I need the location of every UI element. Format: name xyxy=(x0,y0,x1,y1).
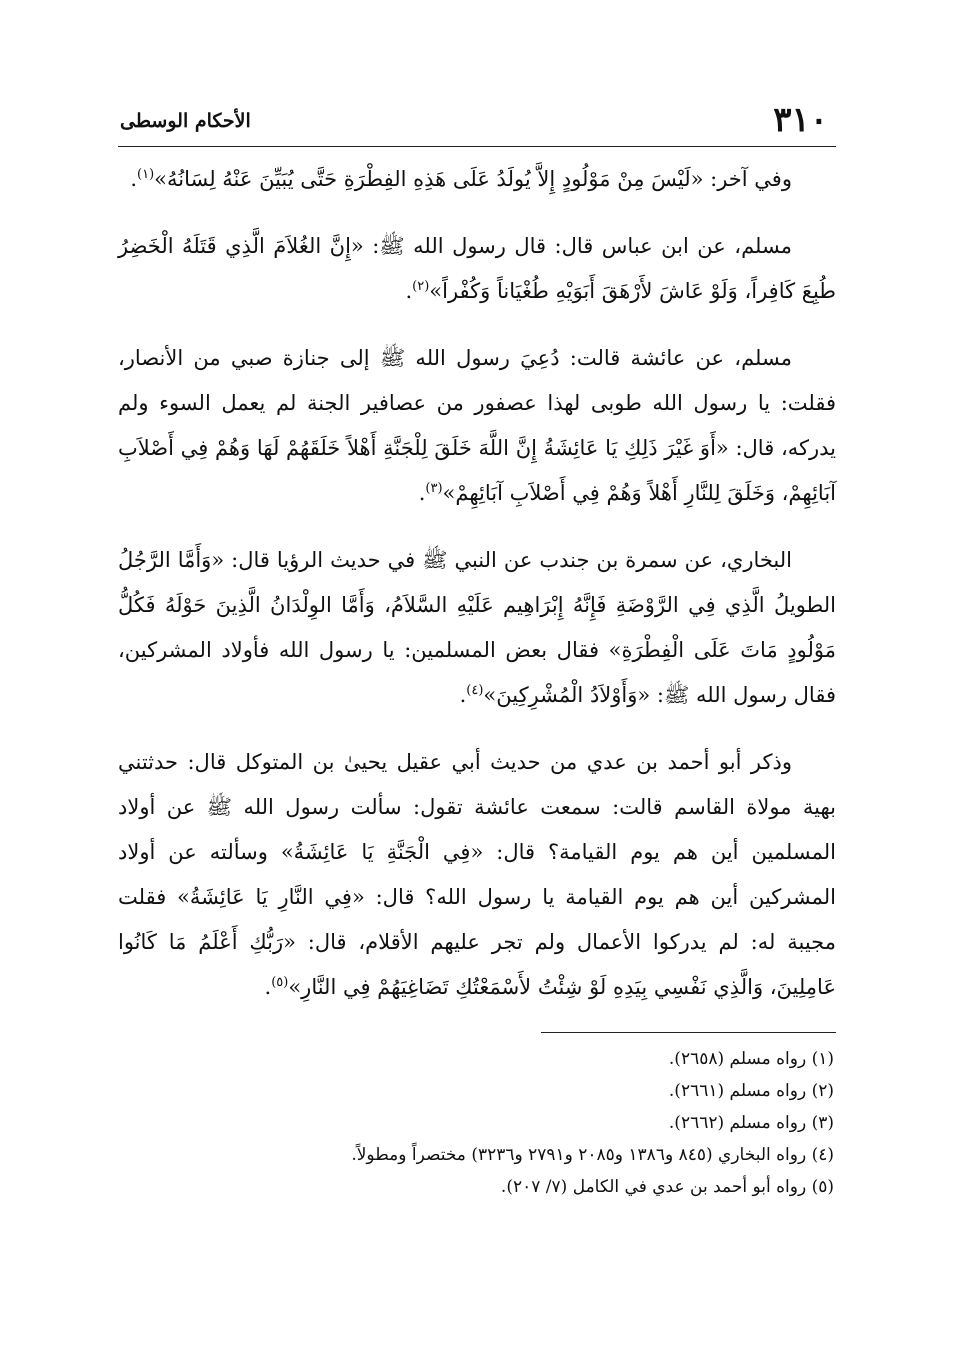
footnotes xyxy=(118,1043,836,1203)
paragraph-1 xyxy=(118,157,836,202)
paragraph-text: وذكر أبو أحمد بن عدي من حديث أبي عقيل يحيىٰ بن المتوكل قال: حدثتني بهية مولاة القاسم قالت: سمعت عائشة تقول: سألت رسول الله ﷺ عن أولاد المسلمين أين هم يوم القيامة؟ قال: «فِي الْجَنَّةِ يَا عَائِشَةُ» وسألته عن أولاد المشركين أين هم يوم القيامة يا رسول الله؟ قال: «فِي النَّارِ يَا عَائِشَةُ» فقلت مجيبة له: لم يدركوا الأعمال ولم تجر عليهم الأقلام، قال: «رَبُّكِ أَعْلَمُ مَا كَانُوا عَامِلِينَ، وَالَّذِي نَفْسِي بِيَدِهِ لَوْ شِئْتُ لأَسْمَعْتُكِ تَضَاغِيَهُمْ فِي النَّارِ» xyxy=(118,750,836,999)
footnote-separator xyxy=(541,1032,836,1033)
paragraph-end: . xyxy=(418,481,426,505)
footnote-ref-5: (٥) xyxy=(271,975,289,990)
book-title: الأحكام الوسطى xyxy=(120,110,251,132)
paragraph-end: . xyxy=(264,975,272,999)
paragraph-5 xyxy=(118,740,836,1010)
footnote-ref-3: (٣) xyxy=(425,481,443,496)
page-body xyxy=(118,157,836,1010)
paragraph-4 xyxy=(118,538,836,718)
paragraph-end: . xyxy=(130,167,137,191)
footnote-ref-2: (٢) xyxy=(412,279,430,294)
paragraph-text: البخاري، عن سمرة بن جندب عن النبي ﷺ في حديث الرؤيا قال: «وَأَمَّا الرَّجُلُ الطويلُ الَّذِي فِي الرَّوْضَةِ فَإِنَّهُ إِبْرَاهِيم عَلَيْهِ السَّلاَمُ، وَأَمَّا الوِلْدَانُ الَّذِينَ حَوْلَهُ فَكُلُّ مَوْلُودٍ مَاتَ عَلَى الْفِطْرَةِ» فقال بعض المسلمين: يا رسول الله فأولاد المشركين، فقال رسول الله ﷺ: «وَأَوْلاَدُ الْمُشْرِكِينَ» xyxy=(118,548,836,707)
paragraph-text: وفي آخر: «لَيْسَ مِنْ مَوْلُودٍ إِلاَّ يُولَدُ عَلَى هَذِهِ الفِطْرَةِ حَتَّى يُبَيِّنَ عَنْهُ لِسَانُهُ» xyxy=(154,167,792,191)
page-number: ٣١٠ xyxy=(773,100,828,140)
paragraph-2 xyxy=(118,224,836,314)
paragraph-end: . xyxy=(459,683,467,707)
paragraph-text: مسلم، عن ابن عباس قال: قال رسول الله ﷺ: «إِنَّ الغُلاَمَ الَّذِي قَتَلَهُ الْخَضِرُ طُبِعَ كَافِراً، وَلَوْ عَاشَ لأَرْهَقَ أَبَوَيْهِ طُغْيَاناً وَكُفْراً» xyxy=(118,234,836,303)
footnote-2: (٢) رواه مسلم (٢٦٦١). xyxy=(668,1081,834,1101)
footnote-1: (١) رواه مسلم (٢٦٥٨). xyxy=(668,1049,834,1069)
footnote-3: (٣) رواه مسلم (٢٦٦٢). xyxy=(668,1113,834,1133)
book-page xyxy=(118,96,836,1296)
footnote-5: (٥) رواه أبو أحمد بن عدي في الكامل (٧/ ٢٠٧). xyxy=(500,1177,834,1197)
footnote-ref-4: (٤) xyxy=(466,683,484,698)
paragraph-end: . xyxy=(405,279,413,303)
paragraph-text: مسلم، عن عائشة قالت: دُعِيَ رسول الله ﷺ إلى جنازة صبي من الأنصار، فقلت: يا رسول الله طوبى لهذا عصفور من عصافير الجنة لم يعمل السوء ولم يدركه، قال: «أَوَ غَيْرَ ذَلِكِ يَا عَائِشَةُ إِنَّ اللَّهَ خَلَقَ لِلْجَنَّةِ أَهْلاً خَلَقَهُمْ لَهَا وَهُمْ فِي أَصْلاَبِ آبَائِهِمْ، وَخَلَقَ لِلنَّارِ أَهْلاً وَهُمْ فِي أَصْلاَبِ آبَائِهِمْ» xyxy=(118,346,836,505)
footnote-4: (٤) رواه البخاري (٨٤٥ و١٣٨٦ و٢٠٨٥ و٢٧٩١ و٣٢٣٦) مختصراً ومطولاً. xyxy=(351,1145,834,1165)
footnote-ref-1: (١) xyxy=(137,167,155,182)
paragraph-3 xyxy=(118,336,836,516)
page-header xyxy=(118,96,836,147)
